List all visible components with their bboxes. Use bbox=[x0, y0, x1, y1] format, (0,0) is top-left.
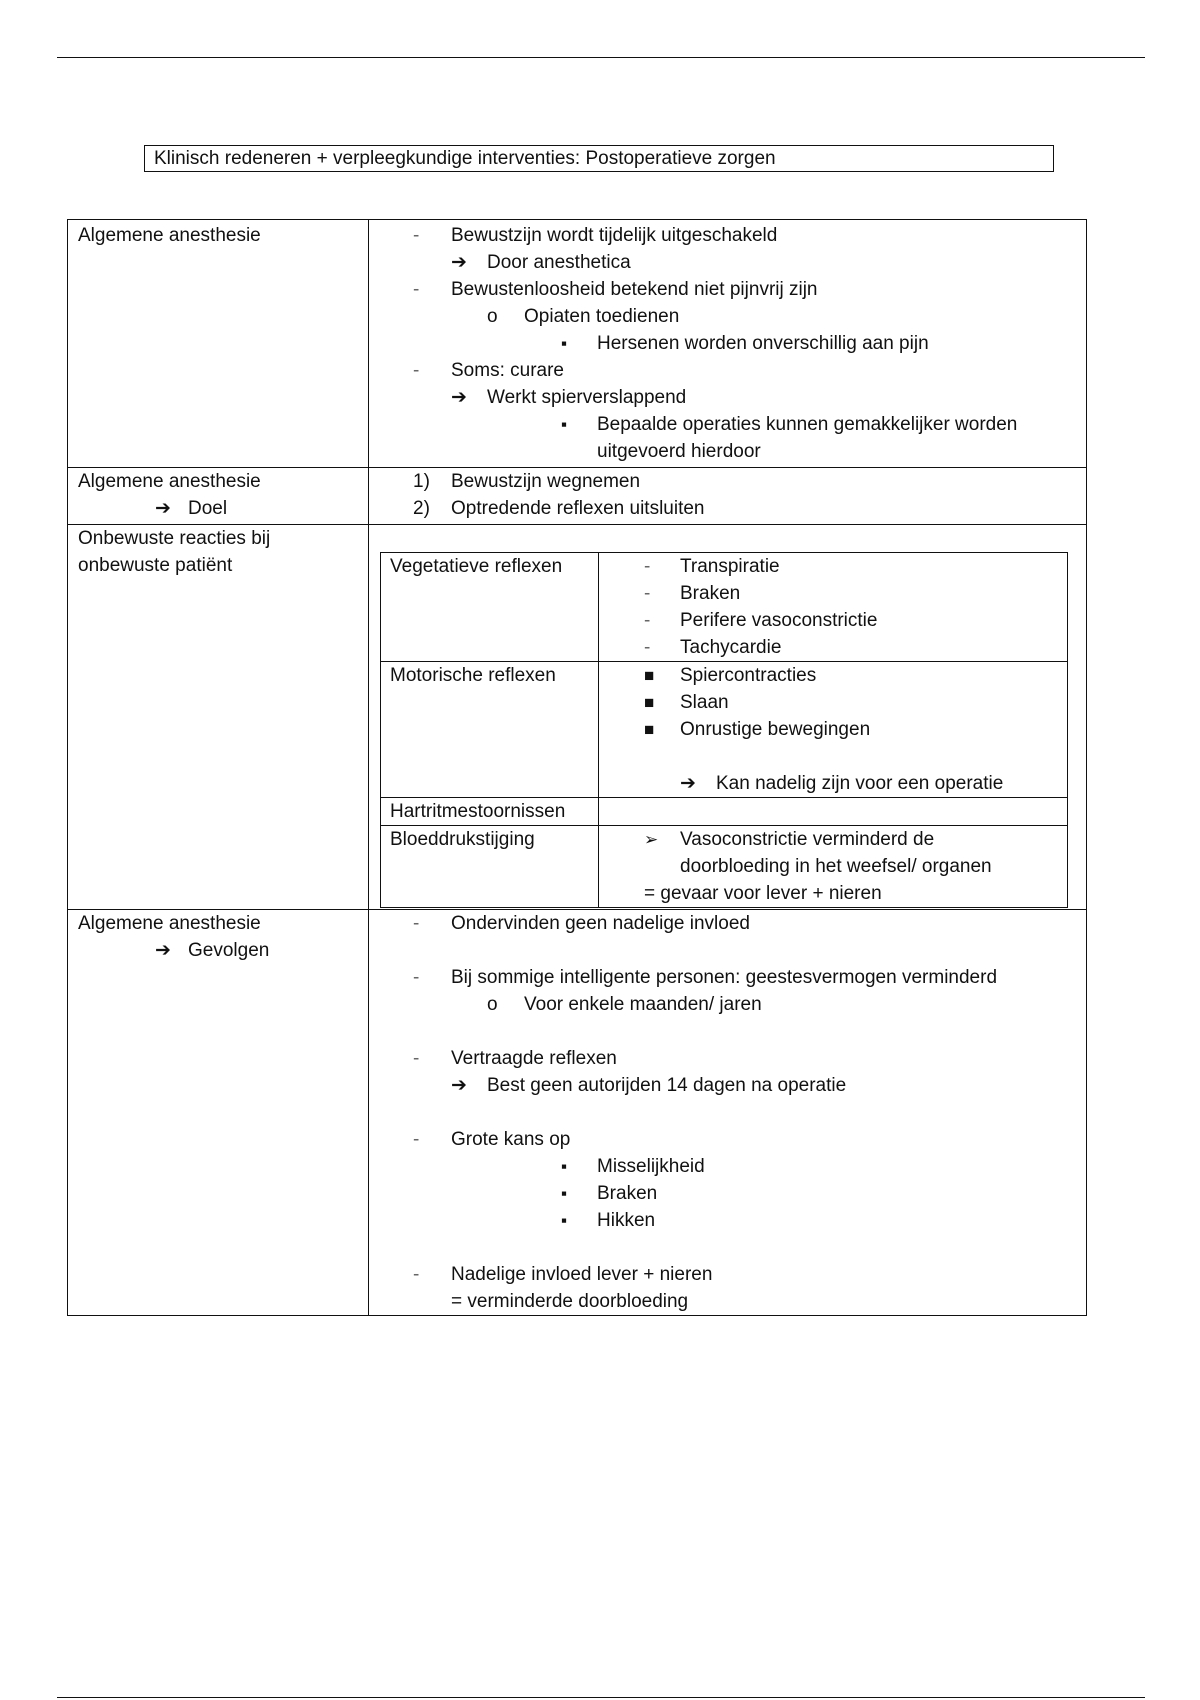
notes-table bbox=[67, 219, 1087, 1316]
row-label-text: onbewuste patiënt bbox=[78, 555, 233, 576]
arrow-right-icon: ➔ bbox=[451, 252, 467, 273]
table-row bbox=[381, 798, 1068, 826]
list-item: Perifere vasoconstrictie bbox=[680, 610, 878, 631]
list-item: Werkt spierverslappend bbox=[487, 387, 687, 408]
list-item: Optredende reflexen uitsluiten bbox=[451, 498, 705, 519]
list-item: Hikken bbox=[597, 1210, 656, 1231]
dash-bullet-icon: - bbox=[413, 1048, 420, 1069]
table-row bbox=[68, 220, 1087, 468]
triangle-bullet-icon: ➢ bbox=[644, 830, 659, 849]
table-row bbox=[381, 826, 1068, 908]
dash-bullet-icon: - bbox=[413, 1129, 420, 1150]
row-label bbox=[68, 910, 369, 1316]
square-bullet-icon: ▪ bbox=[561, 1211, 568, 1230]
reflex-items bbox=[599, 662, 1068, 798]
arrow-right-icon: ➔ bbox=[451, 1075, 467, 1096]
list-item: Misselijkheid bbox=[597, 1156, 705, 1177]
table-row bbox=[381, 662, 1068, 798]
square-bullet-icon: ▪ bbox=[561, 415, 568, 434]
row-label bbox=[68, 220, 369, 468]
reflex-label: Hartritmestoornissen bbox=[381, 798, 599, 826]
list-item: Ondervinden geen nadelige invloed bbox=[451, 913, 750, 934]
row-content bbox=[369, 525, 1087, 910]
row-label bbox=[68, 525, 369, 910]
square-bullet-icon: ▪ bbox=[561, 1184, 568, 1203]
list-item: uitgevoerd hierdoor bbox=[597, 441, 761, 462]
dash-bullet-icon: - bbox=[644, 583, 651, 604]
row-label-sub: Gevolgen bbox=[188, 940, 270, 961]
dash-bullet-icon: - bbox=[644, 637, 651, 658]
list-item: Best geen autorijden 14 dagen na operatie bbox=[487, 1075, 847, 1096]
footer-rule bbox=[57, 1697, 1145, 1698]
arrow-right-icon: ➔ bbox=[155, 940, 171, 961]
list-item: Grote kans op bbox=[451, 1129, 571, 1150]
square-bullet-icon: ■ bbox=[644, 666, 655, 685]
list-item: Tachycardie bbox=[680, 637, 782, 658]
table-row bbox=[68, 525, 1087, 910]
list-item: Braken bbox=[597, 1183, 658, 1204]
list-item: = verminderde doorbloeding bbox=[451, 1291, 689, 1312]
list-item: Bewustenloosheid betekend niet pijnvrij zijn bbox=[451, 279, 818, 300]
table-row bbox=[68, 910, 1087, 1316]
row-content bbox=[369, 220, 1087, 468]
list-item: Onrustige bewegingen bbox=[680, 719, 871, 740]
square-bullet-icon: ▪ bbox=[561, 1157, 568, 1176]
row-label-text: Algemene anesthesie bbox=[78, 913, 261, 934]
list-item: Hersenen worden onverschillig aan pijn bbox=[597, 333, 929, 354]
list-item: Kan nadelig zijn voor een operatie bbox=[716, 773, 1004, 794]
dash-bullet-icon: - bbox=[413, 279, 420, 300]
row-content bbox=[369, 468, 1087, 525]
square-bullet-icon: ■ bbox=[644, 720, 655, 739]
list-item: Braken bbox=[680, 583, 741, 604]
row-label-text: Algemene anesthesie bbox=[78, 471, 261, 492]
square-bullet-icon: ■ bbox=[644, 693, 655, 712]
dash-bullet-icon: - bbox=[644, 556, 651, 577]
list-item: Voor enkele maanden/ jaren bbox=[524, 994, 762, 1015]
list-item: = gevaar voor lever + nieren bbox=[644, 883, 882, 904]
dash-bullet-icon: - bbox=[413, 967, 420, 988]
list-number: 2) bbox=[413, 498, 430, 519]
list-number: 1) bbox=[413, 471, 430, 492]
list-item: Vasoconstrictie verminderd de bbox=[680, 829, 935, 850]
circle-bullet-icon: o bbox=[487, 994, 498, 1015]
list-item: Transpiratie bbox=[680, 556, 780, 577]
list-item: Slaan bbox=[680, 692, 729, 713]
dash-bullet-icon: - bbox=[413, 225, 420, 246]
arrow-right-icon: ➔ bbox=[680, 773, 696, 794]
dash-bullet-icon: - bbox=[644, 610, 651, 631]
reflex-label: Bloeddrukstijging bbox=[381, 826, 599, 908]
arrow-right-icon: ➔ bbox=[155, 498, 171, 519]
list-item: Nadelige invloed lever + nieren bbox=[451, 1264, 713, 1285]
reflex-items bbox=[599, 798, 1068, 826]
list-item: Bewustzijn wordt tijdelijk uitgeschakeld bbox=[451, 225, 778, 246]
dash-bullet-icon: - bbox=[413, 913, 420, 934]
list-item: Door anesthetica bbox=[487, 252, 631, 273]
header-rule bbox=[57, 57, 1145, 58]
reflex-label: Motorische reflexen bbox=[381, 662, 599, 798]
row-content bbox=[369, 910, 1087, 1316]
dash-bullet-icon: - bbox=[413, 1264, 420, 1285]
list-item: doorbloeding in het weefsel/ organen bbox=[680, 856, 992, 877]
reflex-items bbox=[599, 826, 1068, 908]
list-item: Opiaten toedienen bbox=[524, 306, 680, 327]
table-row bbox=[381, 553, 1068, 662]
table-row bbox=[68, 468, 1087, 525]
list-item: Spiercontracties bbox=[680, 665, 817, 686]
row-label-text: Algemene anesthesie bbox=[78, 225, 261, 246]
list-item: Bij sommige intelligente personen: geestesvermogen verminderd bbox=[451, 967, 998, 988]
dash-bullet-icon: - bbox=[413, 360, 420, 381]
list-item: Bewustzijn wegnemen bbox=[451, 471, 641, 492]
arrow-right-icon: ➔ bbox=[451, 387, 467, 408]
row-label bbox=[68, 468, 369, 525]
row-label-text: Onbewuste reacties bij bbox=[78, 528, 271, 549]
circle-bullet-icon: o bbox=[487, 306, 498, 327]
list-item: Soms: curare bbox=[451, 360, 564, 381]
reflex-items bbox=[599, 553, 1068, 662]
list-item: Vertraagde reflexen bbox=[451, 1048, 617, 1069]
row-label-sub: Doel bbox=[188, 498, 228, 519]
document-title: Klinisch redeneren + verpleegkundige interventies: Postoperatieve zorgen bbox=[144, 145, 1054, 172]
reflex-table bbox=[380, 552, 1068, 908]
list-item: Bepaalde operaties kunnen gemakkelijker worden bbox=[597, 414, 1018, 435]
square-bullet-icon: ▪ bbox=[561, 334, 568, 353]
reflex-label: Vegetatieve reflexen bbox=[381, 553, 599, 662]
